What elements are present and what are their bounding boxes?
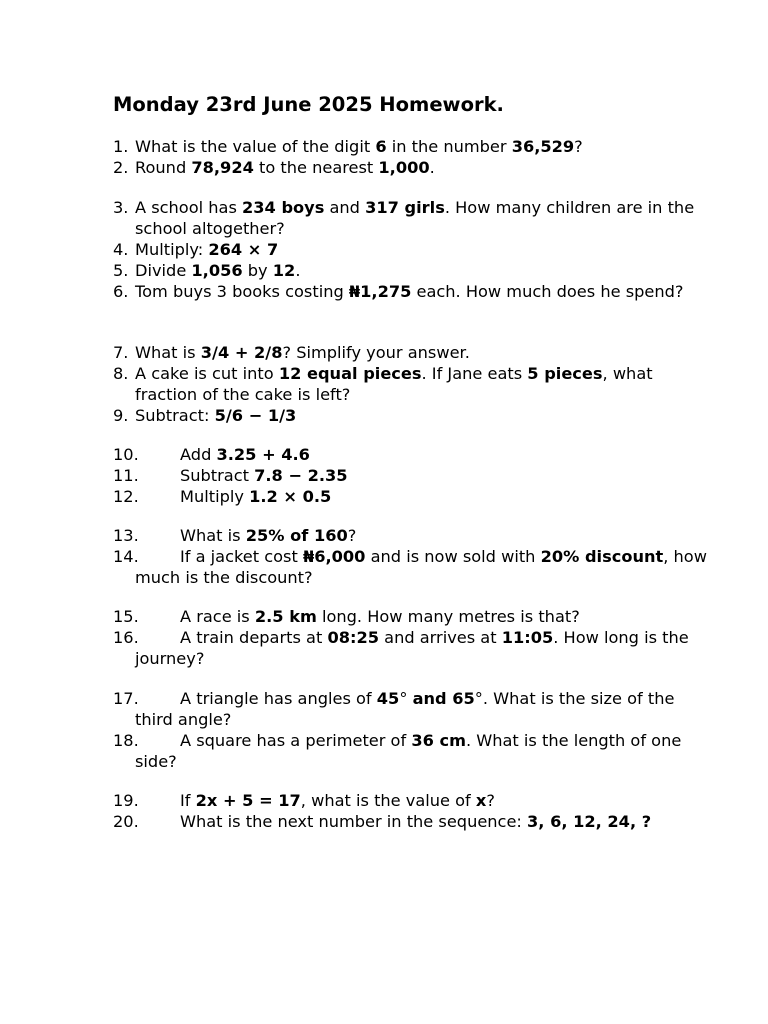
text-segment: . What is the length of one side?	[135, 731, 682, 771]
text-segment: What is	[180, 526, 246, 545]
text-segment: Multiply:	[135, 240, 209, 259]
question-text	[135, 198, 694, 238]
text-segment: Multiply	[180, 487, 250, 506]
bold-value: 25% of 160	[245, 526, 348, 545]
text-segment: If a jacket cost	[180, 547, 303, 566]
bold-value: 7.8 − 2.35	[254, 466, 348, 485]
bold-value: 234 boys	[242, 198, 325, 217]
text-segment: . How many children are in the school altogether?	[135, 198, 695, 238]
question-text	[135, 158, 435, 177]
bold-value: 11:05	[501, 628, 554, 647]
question-number: 20.	[113, 812, 139, 831]
bold-value: 78,924	[191, 158, 254, 177]
question-number: 12.	[113, 487, 139, 506]
page-title: Monday 23rd June 2025 Homework.	[113, 93, 504, 116]
question-text	[135, 364, 653, 404]
text-segment: . If Jane eats	[421, 364, 528, 383]
question-6	[113, 282, 715, 303]
bold-value: and 65	[412, 689, 475, 708]
text-segment: .	[295, 261, 301, 280]
text-segment: Subtract:	[135, 406, 215, 425]
text-segment: What is the next number in the sequence:	[180, 812, 528, 831]
bold-value: 2.5 km	[254, 607, 317, 626]
text-segment: °. What is the size of the third angle?	[135, 689, 675, 729]
bold-value: 3.25 + 4.6	[216, 445, 310, 464]
text-segment: and arrives at	[379, 628, 502, 647]
question-number: 5.	[113, 261, 129, 280]
question-14	[113, 547, 715, 589]
bold-value: x	[475, 791, 487, 810]
text-segment: Round	[135, 158, 192, 177]
question-number: 6.	[113, 282, 129, 301]
question-text	[180, 607, 580, 626]
text-segment: ?	[574, 137, 583, 156]
question-18	[113, 731, 715, 773]
question-17	[113, 689, 715, 731]
question-text	[180, 487, 331, 506]
question-13	[113, 526, 715, 547]
question-number: 17.	[113, 689, 139, 708]
question-11	[113, 466, 715, 487]
bold-value: 36 cm	[411, 731, 466, 750]
bold-value: 5/6 − 1/3	[214, 406, 297, 425]
bold-value: 1,000	[378, 158, 430, 177]
text-segment: A race is	[180, 607, 255, 626]
question-2	[113, 158, 715, 179]
text-segment: , what fraction of the cake is left?	[135, 364, 653, 404]
text-segment: in the number	[386, 137, 512, 156]
question-number: 19.	[113, 791, 139, 810]
bold-value: 5 pieces	[527, 364, 603, 383]
bold-value: 45	[376, 689, 400, 708]
text-segment: long. How many metres is that?	[316, 607, 580, 626]
text-segment: ? Simplify your answer.	[282, 343, 470, 362]
text-segment: A train departs at	[180, 628, 328, 647]
text-segment: and	[324, 198, 366, 217]
question-text	[135, 240, 278, 259]
question-text	[180, 791, 495, 810]
bold-value: 6	[375, 137, 387, 156]
text-segment: Subtract	[180, 466, 255, 485]
question-text	[135, 282, 684, 301]
question-number: 16.	[113, 628, 139, 647]
text-segment: What is the value of the digit	[135, 137, 376, 156]
question-number: 10.	[113, 445, 139, 464]
question-text	[180, 466, 348, 485]
question-16	[113, 628, 715, 670]
question-5	[113, 261, 715, 282]
question-text	[135, 628, 689, 668]
question-19	[113, 791, 715, 812]
question-number: 13.	[113, 526, 139, 545]
bold-value: 2x + 5 = 17	[195, 791, 301, 810]
bold-value: 08:25	[327, 628, 379, 647]
bold-value: 3, 6, 12, 24, ?	[527, 812, 652, 831]
text-segment: °	[399, 689, 413, 708]
question-text	[135, 137, 583, 156]
question-number: 14.	[113, 547, 139, 566]
question-text	[135, 343, 470, 362]
question-number: 18.	[113, 731, 139, 750]
text-segment: Add	[180, 445, 217, 464]
text-segment: What is	[135, 343, 201, 362]
question-4	[113, 240, 715, 261]
question-number: 11.	[113, 466, 139, 485]
bold-value: 12 equal pieces	[278, 364, 422, 383]
question-text	[135, 689, 674, 729]
question-number: 1.	[113, 137, 129, 156]
question-9	[113, 406, 715, 427]
question-number: 7.	[113, 343, 129, 362]
text-segment: A school has	[135, 198, 243, 217]
question-number: 2.	[113, 158, 129, 177]
question-text	[180, 526, 356, 545]
bold-value: 20% discount	[540, 547, 664, 566]
question-text	[135, 406, 296, 425]
question-8	[113, 364, 715, 406]
text-segment: Tom buys 3 books costing	[135, 282, 349, 301]
text-segment: A square has a perimeter of	[180, 731, 412, 750]
bold-value: ₦6,000	[302, 547, 366, 566]
text-segment: A cake is cut into	[135, 364, 279, 383]
question-text	[135, 731, 681, 771]
bold-value: 12	[272, 261, 296, 280]
question-text	[135, 547, 707, 587]
question-number: 15.	[113, 607, 139, 626]
text-segment: Divide	[135, 261, 192, 280]
question-7	[113, 343, 715, 364]
text-segment: , what is the value of	[300, 791, 476, 810]
bold-value: 3/4 + 2/8	[200, 343, 283, 362]
text-segment: .	[429, 158, 435, 177]
question-text	[135, 261, 300, 280]
question-20	[113, 812, 715, 833]
bold-value: 36,529	[511, 137, 575, 156]
bold-value: ₦1,275	[348, 282, 412, 301]
text-segment: , how much is the discount?	[135, 547, 707, 587]
bold-value: 317 girls	[365, 198, 445, 217]
text-segment: . How long is the journey?	[135, 628, 689, 668]
text-segment: ?	[486, 791, 495, 810]
question-15	[113, 607, 715, 628]
text-segment: to the nearest	[253, 158, 379, 177]
question-number: 3.	[113, 198, 129, 217]
text-segment: each. How much does he spend?	[411, 282, 684, 301]
text-segment: by	[242, 261, 273, 280]
bold-value: 1,056	[191, 261, 243, 280]
bold-value: 264 × 7	[208, 240, 279, 259]
text-segment: If	[180, 791, 196, 810]
text-segment: and is now sold with	[365, 547, 541, 566]
question-3	[113, 198, 715, 240]
text-segment: A triangle has angles of	[180, 689, 377, 708]
question-text	[180, 812, 651, 831]
question-number: 4.	[113, 240, 129, 259]
text-segment: ?	[347, 526, 357, 545]
question-number: 9.	[113, 406, 129, 425]
question-12	[113, 487, 715, 508]
question-text	[180, 445, 310, 464]
bold-value: 1.2 × 0.5	[249, 487, 332, 506]
question-10	[113, 445, 715, 466]
question-number: 8.	[113, 364, 129, 383]
question-1	[113, 137, 715, 158]
